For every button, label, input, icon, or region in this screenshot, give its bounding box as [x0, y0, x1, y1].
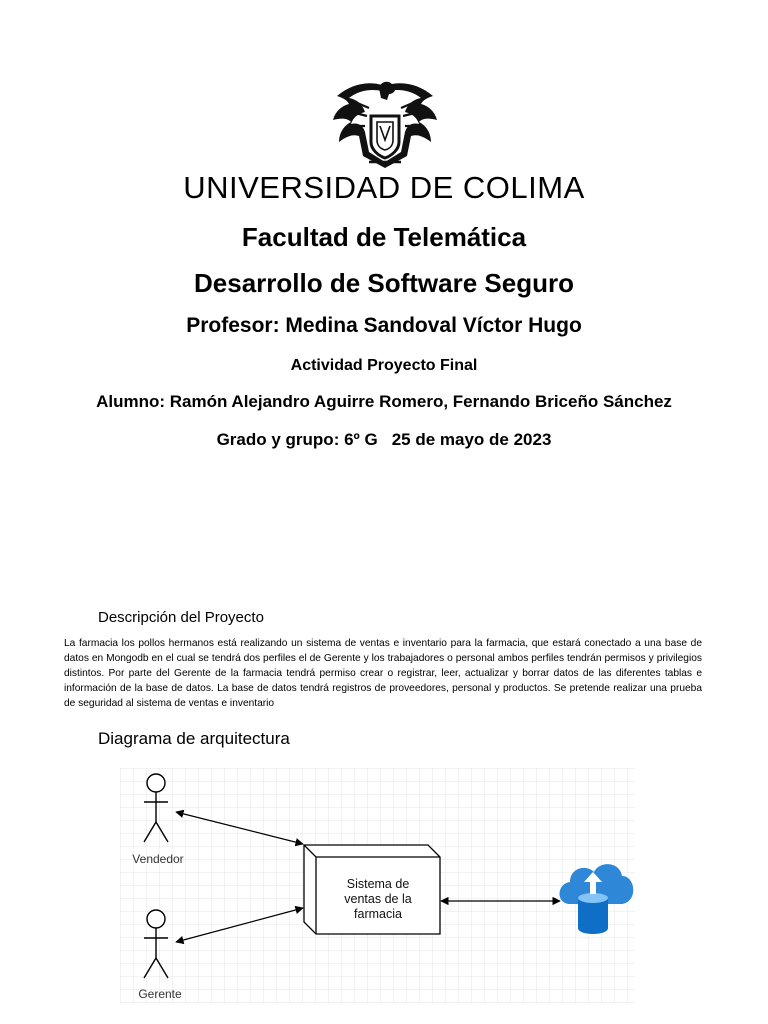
date: 25 de mayo de 2023	[391, 430, 552, 449]
activity-line: Actividad Proyecto Final	[290, 357, 478, 374]
student-line: Alumno: Ramón Alejandro Aguirre Romero, Fernando Briceño Sánchez	[96, 392, 672, 411]
system-label-line-1: Sistema de	[346, 877, 410, 891]
university-seal-logo	[329, 76, 441, 172]
actor-gerente-label: Gerente	[138, 987, 182, 1001]
description-body: La farmacia los pollos hermanos está realizando un sistema de ventas e inventario para la farmacia, que estará conectado a una base de datos en Mongodb en el cual se tendrá dos perfiles el de Gerente y los trabajadores o personal ambos perfiles tendrán permisos y privilegios distintos. Por parte del Gerente de la farmacia tendrá permiso crear o registrar, leer, actualizar y borrar datos de las diferentes tablas e información de la base de datos. La base de datos tendrá registros de proveedores, personal y productos. Se pretende realizar una prueba de seguridad al sistema de ventas e inventario	[64, 638, 702, 709]
subject-title: Desarrollo de Software Seguro	[194, 268, 574, 298]
university-name: UNIVERSIDAD DE COLIMA	[183, 170, 585, 205]
system-label-line-2: ventas de la	[344, 892, 412, 906]
grade-date-line	[0, 430, 768, 450]
architecture-diagram	[120, 768, 635, 1004]
faculty-title: Facultad de Telemática	[241, 222, 527, 252]
architecture-heading: Diagrama de arquitectura	[98, 729, 290, 748]
system-label-line-3: farmacia	[354, 907, 402, 921]
grade-group: Grado y grupo: 6º G	[216, 430, 378, 449]
description-heading: Descripción del Proyecto	[98, 609, 264, 626]
actor-vendedor-label: Vendedor	[132, 852, 184, 866]
professor-line: Profesor: Medina Sandoval Víctor Hugo	[186, 314, 582, 337]
